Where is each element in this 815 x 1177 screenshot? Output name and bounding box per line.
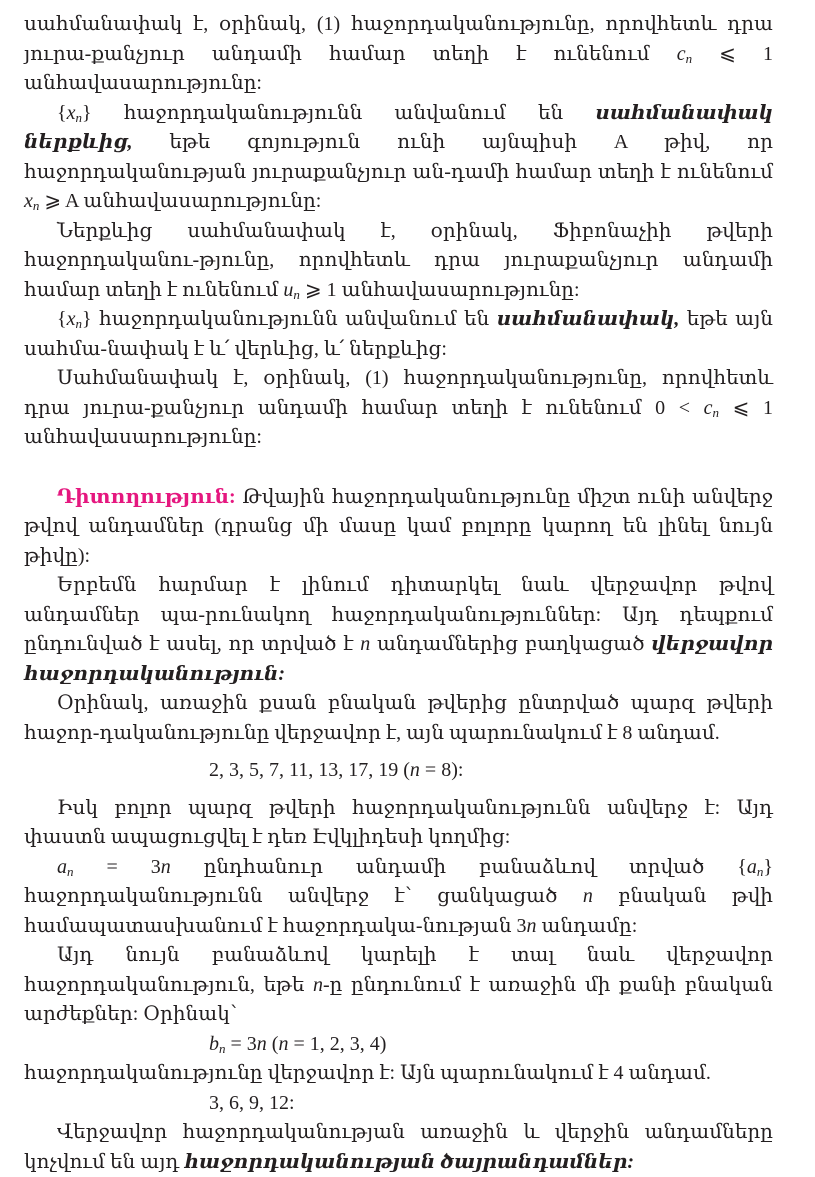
math-var: u [283,278,294,301]
formula-multiples-of-three [24,1089,773,1119]
math-var: n [278,1032,289,1055]
text: = 3 [225,1032,257,1055]
math-sub: n [75,109,82,125]
text: ( [266,1032,279,1055]
defined-term: հաջորդականության ծայրանդամներ: [184,1150,634,1173]
text: հաջորդականությունն անվանում են [91,101,596,124]
paragraph-fibonacci-example [24,217,773,306]
text: հաջորդականությունն անվանում են [91,308,497,330]
math-sub: n [219,1040,226,1056]
text: 3, 6, 9, 12: [209,1091,295,1114]
text: } հաջորդականությունն անվերջ է՝ ցանկացած [24,855,773,907]
paragraph-infinite-primes [24,794,773,853]
paragraph-bounded-above-example [24,10,773,99]
paragraph-finite-four-terms [24,1059,773,1089]
math-sub: n [685,50,693,66]
text: Սահմանափակ է, օրինակ, (1) հաջորդականությունը, որովհետև դրա յուրա-քանչյուր անդամի համար տեղի է ունենում 0 < [24,367,773,419]
defined-term: սահմանափակ ներքևից, [24,101,773,153]
math-var: n [160,855,171,878]
math-var: b [209,1032,219,1055]
text: ⩽ 1 անհավասարությունը: [24,396,773,448]
text: բնական թվի համապատասխանում է հաջորդակա-նության 3 [24,885,773,937]
brace: } [82,308,92,330]
text: -ը ընդունում է առաջին մի քանի բնական արժեքներ: Օրինակ՝ [24,973,773,1025]
text: 2, 3, 5, 7, 11, 13, 17, 19 ( [209,759,410,781]
defined-term: վերջավոր հաջորդականություն: [24,633,773,685]
math-var: n [313,973,323,996]
text: Երբեմն հարմար է լինում դիտարկել նաև վերջավոր թվով անդամներ պա-րունակող հաջորդականություններ: Այդ դեպքում ընդունված է ասել, որ տրված է [24,574,773,655]
text: եթե այն սահմա-նափակ է և՛ վերևից, և՛ ներքևից: [24,308,773,360]
math-var: n [360,633,371,655]
text: Թվային հաջորդականությունը միշտ ունի անվերջ թվով անդամներ (դրանց մի մասը կամ բոլորը կարող են լինել նույն թիվը): [24,485,773,567]
paragraph-endpoint-terms-definition [24,1118,773,1177]
math-var: a [746,855,757,878]
text: հաջորդականությունը վերջավոր է: Այն պարունակում է 4 անդամ. [24,1062,711,1084]
paragraph-bounded-below-definition [24,99,773,217]
math-var: c [703,396,713,419]
math-var: n [256,1032,267,1055]
text: Վերջավոր հաջորդականության առաջին և վերջին անդամները կոչվում են այդ [24,1121,773,1173]
text: ⩽ 1 անհավասարությունը: [24,42,773,94]
text: ⩾ A անհավասարությունը: [39,190,322,212]
text: սահմանափակ է, օրինակ, (1) հաջորդականությունը, որովհետև դրա յուրա-քանչյուր անդամի համար տեղի է ունենում [24,13,773,65]
text: Ներքևից սահմանափակ է, օրինակ, Ֆիբոնաչիի թվերի հաջորդականու-թյունը, որովհետև դրա յուրաքանչյուր անդամի համար տեղի է ունենում [24,219,774,301]
math-var: n [582,885,593,907]
text: անդամը: [536,914,638,937]
math-var: a [57,855,67,878]
math-sub: n [712,404,720,420]
math-var: x [24,190,33,212]
text: Օրինակ, առաջին քսան բնական թվերից ընտրված պարզ թվերի հաջոր-դականությունը վերջավոր է, այն պարունակում է 8 անդամ. [24,692,773,744]
text: եթե գոյություն ունի այնպիսի A թիվ, որ հաջորդականության յուրաքանչյուր ան-դամի համար տեղի է ունենում [24,131,773,183]
paragraph-an-formula [24,853,773,942]
text: = 8): [419,759,464,781]
paragraph-finite-from-formula [24,941,773,1030]
formula-primes [24,756,773,786]
math-sub: n [32,198,40,213]
paragraph-primes-example [24,689,773,748]
math-var: n [409,759,420,781]
formula-bn [24,1030,773,1060]
defined-term: սահմանափակ, [496,308,680,330]
brace: { [57,101,67,124]
brace: } [82,101,92,124]
math-var: c [676,42,686,65]
paragraph-remark [24,483,773,572]
brace: { [57,308,67,330]
text: ընդհանուր անդամի բանաձևով տրված { [170,855,747,878]
text: անդամներից բաղկացած [370,633,652,655]
text: = 1, 2, 3, 4) [288,1032,387,1055]
math-var: n [526,914,537,937]
math-sub: n [67,863,74,879]
paragraph-finite-sequence-definition [24,571,773,689]
paragraph-bounded-definition [24,305,773,364]
text: = 3 [73,855,161,878]
text: ⩾ 1 անհավասարությունը: [299,278,580,301]
math-sub: n [756,863,764,879]
math-sub: n [75,316,82,331]
math-var: x [66,308,76,330]
paragraph-bounded-example [24,364,773,453]
text: Իսկ բոլոր պարզ թվերի հաջորդականությունն անվերջ է: Այդ փաստն ապացուցվել է դեռ Էվկլիդեսի կողմից: [24,796,773,848]
remark-label: Դիտողություն: [57,485,236,508]
math-sub: n [293,286,300,302]
math-var: x [66,101,76,124]
text: Այդ նույն բանաձևով կարելի է տալ նաև վերջավոր հաջորդականություն, եթե [24,944,773,996]
